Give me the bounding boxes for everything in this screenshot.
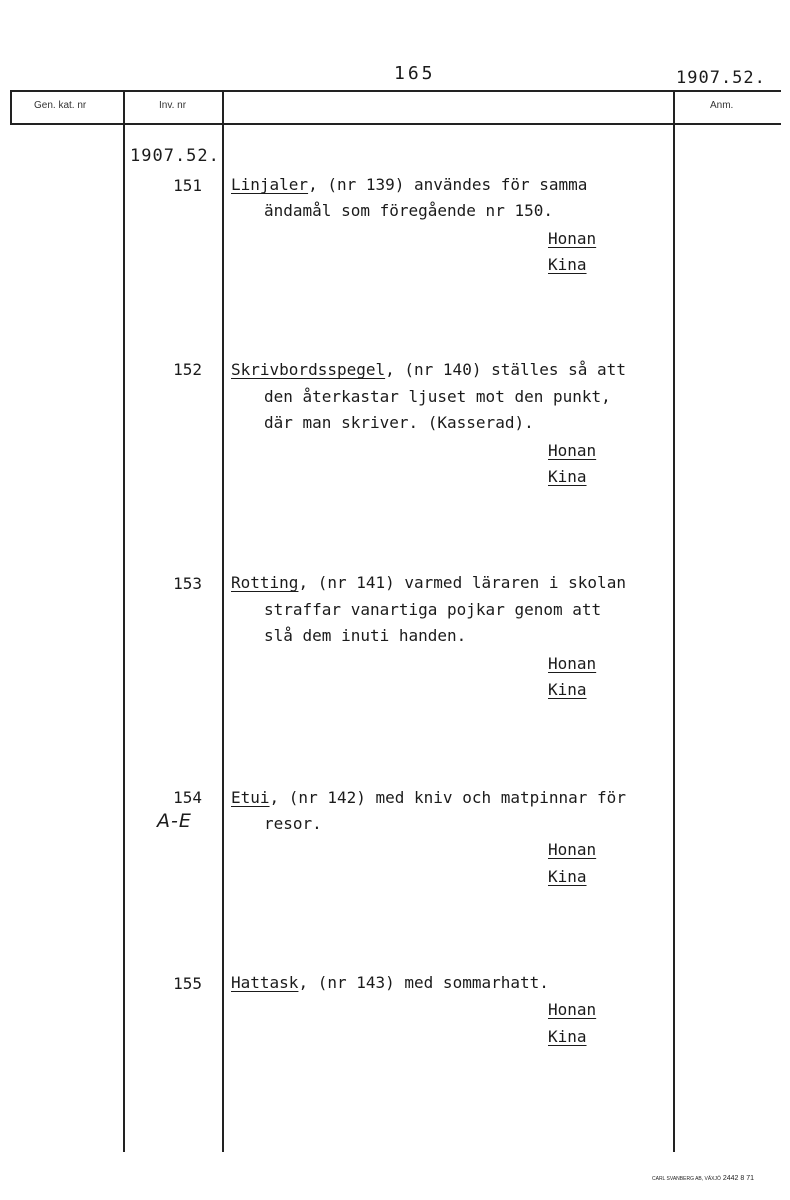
- handwritten-annotation: A-E: [157, 810, 192, 832]
- entry-154-origin: Kina: [548, 867, 587, 886]
- entry-155-origin: Kina: [548, 1027, 587, 1046]
- inventory-year: 1907.52.: [130, 146, 220, 166]
- column-header-anm: Anm.: [710, 100, 734, 111]
- header-bottom-rule: [10, 123, 781, 125]
- entry-154-description: , (nr 142) med kniv och matpinnar för: [269, 788, 626, 807]
- entry-153-first-line: [231, 570, 626, 597]
- entry-154-owner: Honan: [548, 840, 597, 859]
- entry-151-title: Linjaler: [231, 175, 309, 194]
- printer-name: CARL SVANBERG AB, VÄXJÖ: [652, 1176, 721, 1182]
- header-left-border: [10, 90, 12, 124]
- entry-152-title: Skrivbordsspegel: [231, 360, 386, 379]
- entry-152-first-line: [231, 357, 626, 384]
- entry-152-origin: Kina: [548, 467, 587, 486]
- entry-152-continuation-2: där man skriver. (Kasserad).: [264, 413, 534, 432]
- entry-155-owner: Honan: [548, 1000, 597, 1019]
- entry-153-continuation-1: straffar vanartiga pojkar genom att: [264, 600, 602, 619]
- header-top-rule: [10, 90, 781, 92]
- form-code: 2442 8 71: [722, 1175, 755, 1182]
- inv-nr-152: 152: [173, 360, 202, 379]
- entry-153-origin: Kina: [548, 680, 587, 699]
- inv-nr-155: 155: [173, 974, 202, 993]
- column-header-inv-nr: Inv. nr: [159, 100, 187, 111]
- column-divider-3: [673, 90, 675, 1152]
- entry-151-owner: Honan: [548, 229, 597, 248]
- entry-155-first-line: [231, 970, 549, 997]
- entry-151-continuation-1: ändamål som föregående nr 150.: [264, 201, 553, 220]
- entry-153-description: , (nr 141) varmed läraren i skolan: [298, 573, 626, 592]
- column-divider-2: [222, 90, 224, 1152]
- entry-151-description: , (nr 139) användes för samma: [308, 175, 588, 194]
- entry-153-title: Rotting: [231, 573, 299, 592]
- inv-nr-151: 151: [173, 176, 202, 195]
- entry-155-title: Hattask: [231, 973, 299, 992]
- entry-155-description: , (nr 143) med sommarhatt.: [298, 973, 549, 992]
- entry-154-continuation-1: resor.: [264, 814, 322, 833]
- page-number: 165: [394, 63, 436, 84]
- year-reference: 1907.52.: [676, 68, 766, 88]
- entry-152-owner: Honan: [548, 441, 597, 460]
- entry-153-owner: Honan: [548, 654, 597, 673]
- entry-153-continuation-2: slå dem inuti handen.: [264, 626, 467, 645]
- entry-152-description: , (nr 140) ställes så att: [385, 360, 626, 379]
- inv-nr-154: 154: [173, 788, 202, 807]
- column-header-gen-kat-nr: Gen. kat. nr: [34, 100, 87, 111]
- entry-151-first-line: [231, 172, 587, 199]
- entry-151-origin: Kina: [548, 255, 587, 274]
- printer-imprint: [652, 1175, 754, 1182]
- entry-154-title: Etui: [231, 788, 270, 807]
- inv-nr-153: 153: [173, 574, 202, 593]
- entry-154-first-line: [231, 785, 626, 812]
- entry-152-continuation-1: den återkastar ljuset mot den punkt,: [264, 387, 611, 406]
- column-divider-1: [123, 90, 125, 1152]
